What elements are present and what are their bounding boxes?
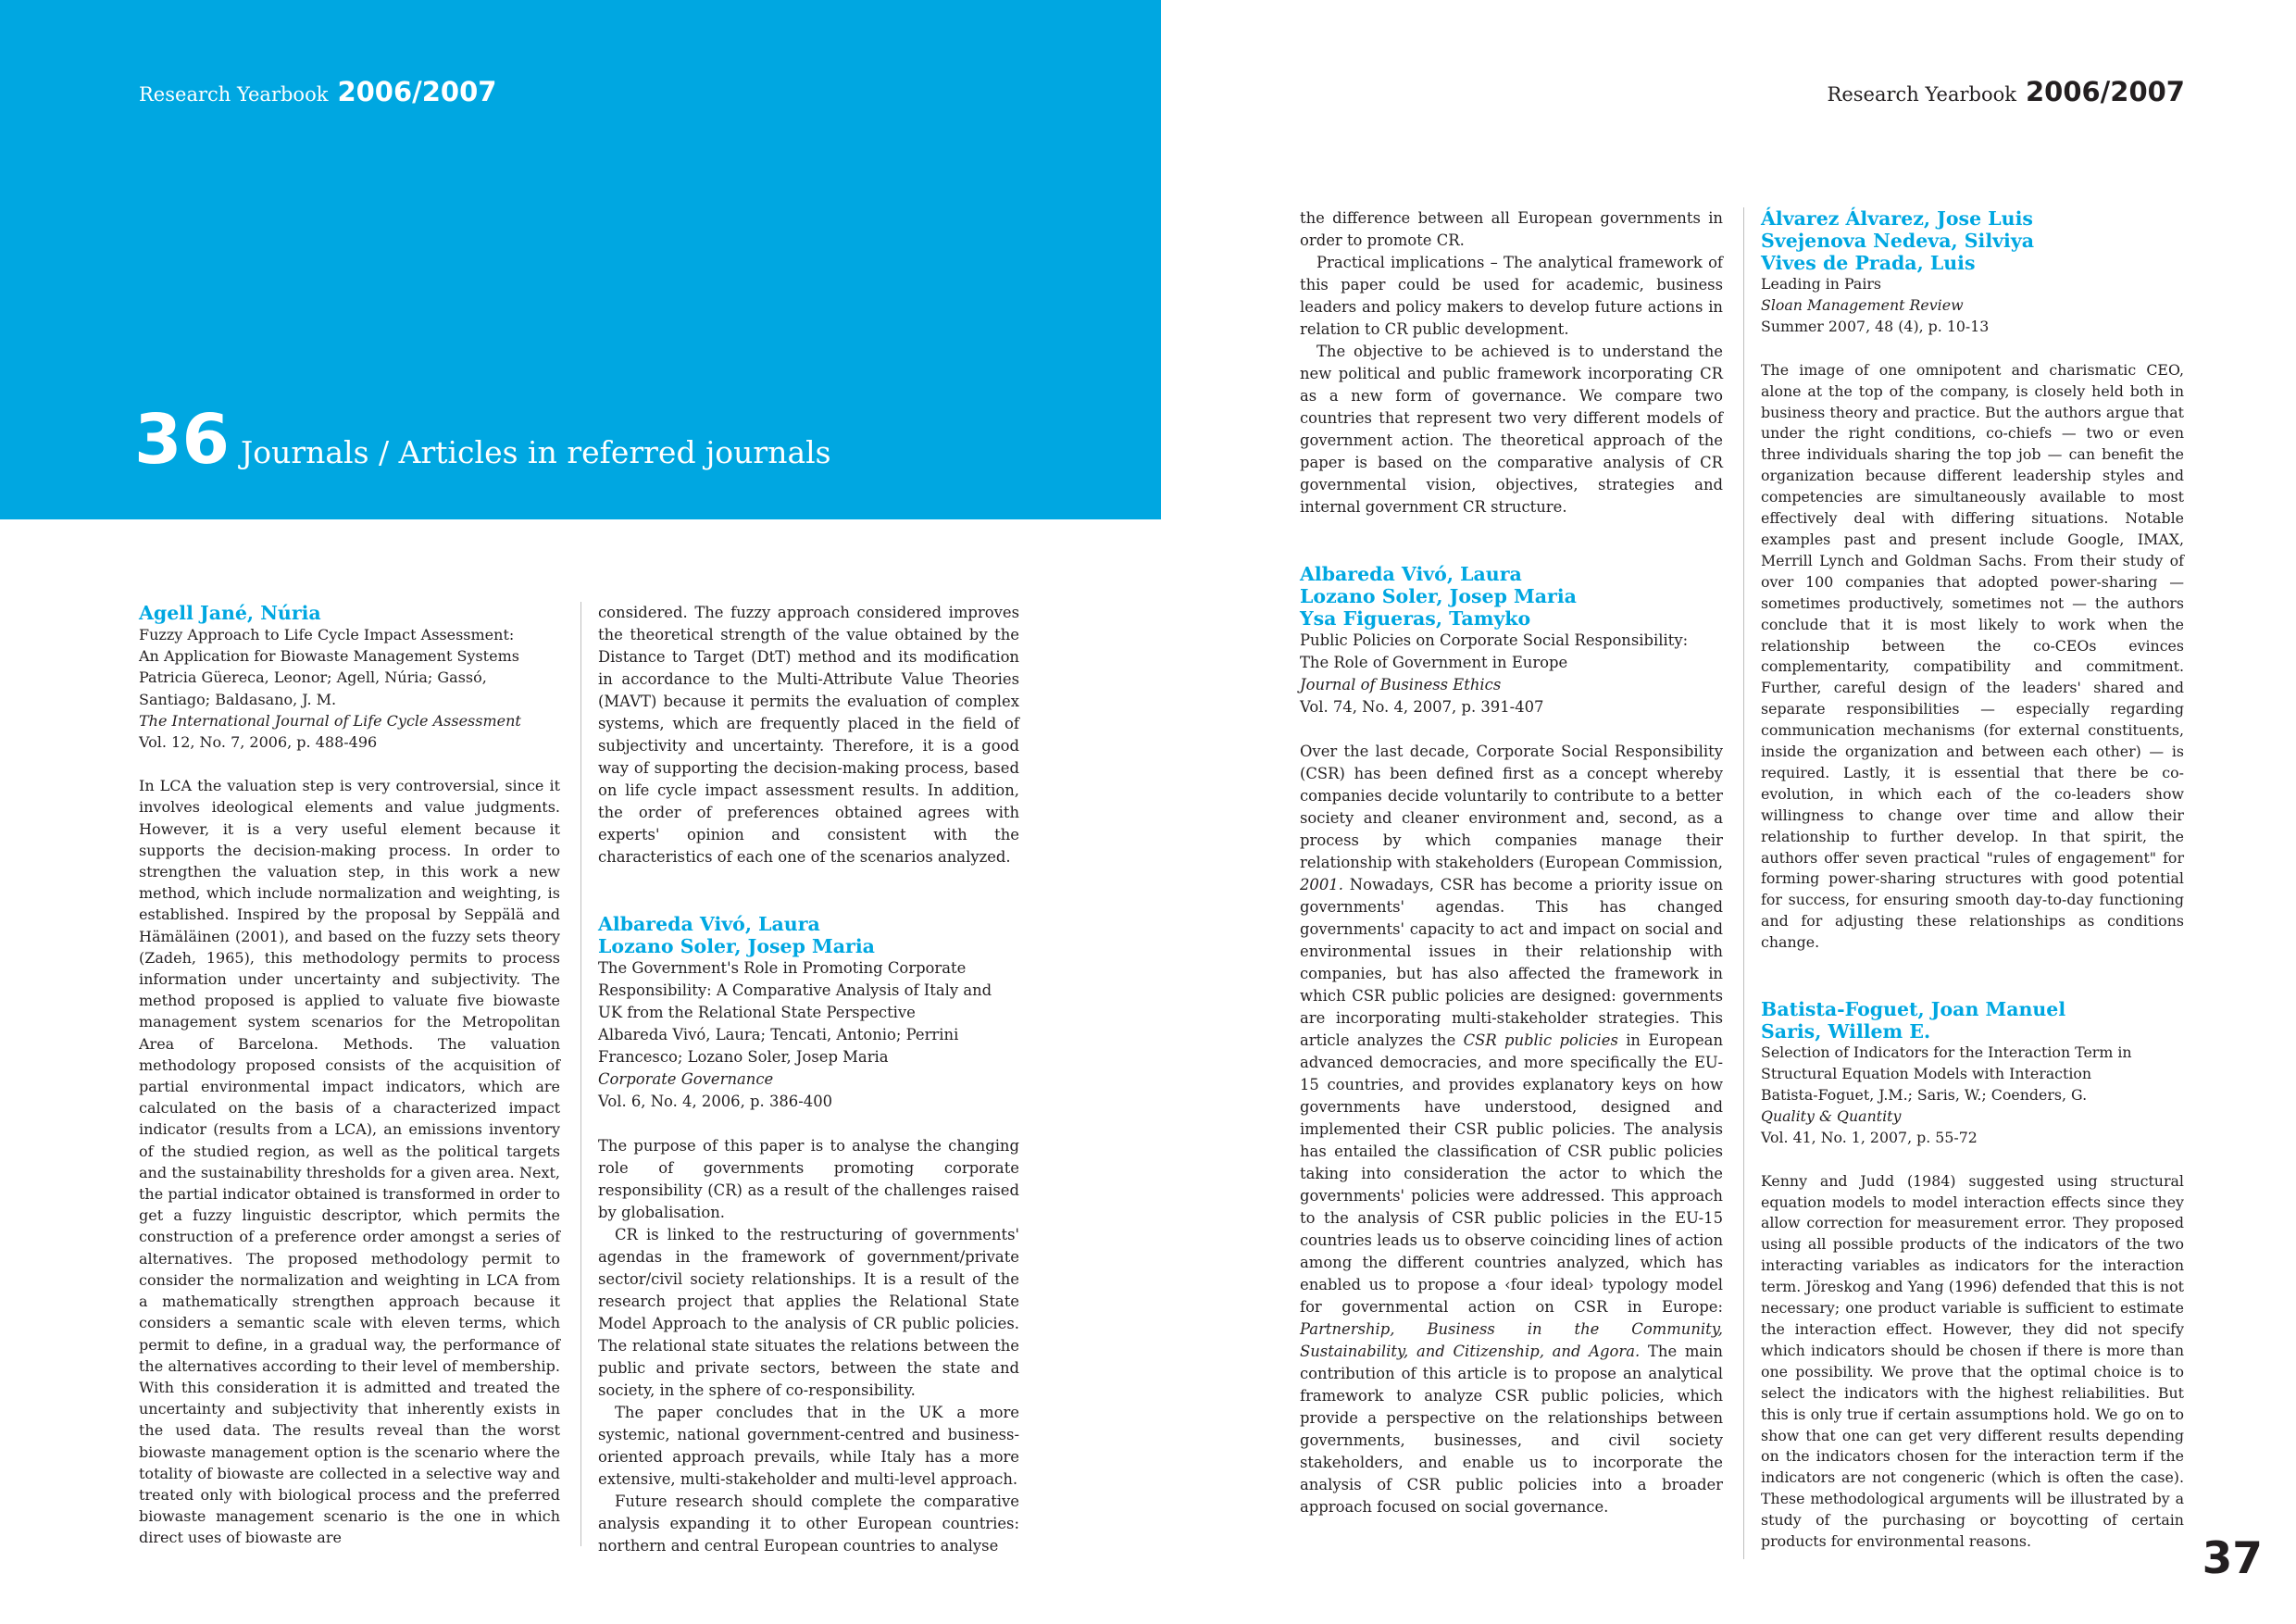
- abstract-paragraph: CR is linked to the restructuring of governments' agendas in the framework of government/private sector/civil society relationships. It is a result of the research project that applies the Relational State Model Approach to the analysis of CR public policies. The relational state situates the relations between the public and private sectors, between the state and society, in the sphere of co-responsibility.: [598, 1226, 1019, 1399]
- article-title: Leading in Pairs: [1761, 275, 1882, 293]
- author-name: Saris, Willem E.: [1761, 1020, 1931, 1043]
- article-title: The Government's Role in Promoting Corporate Responsibility: A Comparative Analysis of Italy and UK from the Relational State Perspective: [598, 959, 992, 1021]
- page-number-left: 36: [134, 400, 230, 480]
- abstract-paragraph: The image of one omnipotent and charismatic CEO, alone at the top of the company, is closely held both in business theory and practice. But the authors argue that under the right conditions, co-chiefs — two or even three individuals sharing the top job — can benefit the organization because different leadership styles and competencies are simultaneously available to most effectively deal with differing situations. Notable examples past and present include Google, IMAX, Merrill Lynch and Goldman Sachs. From their study of over 100 companies that adopted power-sharing — sometimes productively, sometimes not — the authors conclude that it is most likely to work when the relationship between the co-CEOs evinces complementarity, compatibility and commitment. Further, careful design of the leaders' shared and separate responsibilities — especially regarding communication mechanisms (for external constituents, inside the organization and between each other) — is required. Lastly, it is essential that there be co-evolution, in which each of the co-leaders show willingness to change over time and allow their relationship to further develop. In that spirit, the authors offer seven practical "rules of engagement" for forming power-sharing structures with good potential for success, for ensuring smooth day-to-day functioning and for adjusting these relationships as conditions change.: [1761, 360, 2184, 952]
- abstract-paragraph: the difference between all European governments in order to promote CR.: [1300, 209, 1723, 249]
- author-name: Batista-Foguet, Joan Manuel: [1761, 998, 2066, 1021]
- abstract-paragraph: considered. The fuzzy approach considered improves the theoretical strength of the value obtained by the Distance to Target (DtT) method and its modification in accordance to the Multi-Attribute Value Theories (MAVT) because it permits the evaluation of complex systems, which are frequently placed in the field of subjectivity and uncertainty. Therefore, it is a good way of supporting the decision-making process, based on life cycle impact assessment results. In addition, the order of preferences obtained agrees with experts' opinion and consistent with the characteristics of each one of the scenarios analyzed.: [598, 604, 1019, 866]
- abstract-paragraph: The paper concludes that in the UK a more systemic, national government-centred and business-oriented approach prevails, while Italy has a more extensive, multi-stakeholder and multi-level approach.: [598, 1404, 1019, 1488]
- header-year: 2006/2007: [2025, 76, 2185, 107]
- journal-name: The International Journal of Life Cycle Assessment: [139, 711, 521, 730]
- author-name: Ysa Figueras, Tamyko: [1300, 607, 1531, 630]
- citation: Vol. 41, No. 1, 2007, p. 55-72: [1761, 1128, 1978, 1146]
- header-label: Research Yearbook: [139, 83, 329, 106]
- citation: Vol. 12, No. 7, 2006, p. 488-496: [139, 733, 378, 752]
- running-header-right: [1828, 76, 2185, 107]
- citation: Summer 2007, 48 (4), p. 10-13: [1761, 317, 1990, 335]
- column-1: [139, 602, 560, 1549]
- author-name: Lozano Soler, Josep Maria: [598, 935, 875, 957]
- author-name: Albareda Vivó, Laura: [1300, 563, 1522, 585]
- header-year: 2006/2007: [337, 76, 497, 107]
- article-authors: Batista-Foguet, J.M.; Saris, W.; Coenders, G.: [1761, 1085, 2088, 1104]
- abstract-paragraph: Kenny and Judd (1984) suggested using structural equation models to model interaction effects since they allow correction for measurement error. They proposed using all possible products of the indicators of the two interacting variables as indicators for the interaction term. Jöreskog and Yang (1996) defended that this is not necessary; one product variable is sufficient to estimate the interaction effect. However, they did not specify which indicators should be chosen if there is more than one possibility. We prove that the optimal choice is to select the indicators with the highest reliabilities. But this is only true if certain assumptions hold. We go on to show that one can get very different results depending on the indicators chosen for the interaction term if the indicators are not congeneric (which is often the case). These methodological arguments will be illustrated by a study of the purchasing or boycotting of certain products for environmental reasons.: [1761, 1171, 2184, 1551]
- author-name: Albareda Vivó, Laura: [598, 913, 820, 935]
- citation: Vol. 6, No. 4, 2006, p. 386-400: [598, 1093, 833, 1110]
- journal-name: Quality & Quantity: [1761, 1106, 1902, 1125]
- abstract-paragraph: Over the last decade, Corporate Social Responsibility (CSR) has been defined first as a concept whereby companies decide voluntarily to contribute to a better society and cleaner environment and, second, as a process by which companies manage their relationship with stakeholders (European Commission, 2001. Nowadays, CSR has become a priority issue on governments' agendas. This has changed governments' capacity to act and impact on social and environmental issues in their relationship with companies, but has also affected the framework in which CSR public policies are designed: governments are incorporating multi-stakeholder strategies. This article analyzes the CSR public policies in European advanced democracies, and more specifically the EU-15 countries, and provides explanatory keys on how governments have understood, designed and implemented their CSR public policies. The analysis has entailed the classification of CSR public policies taking into consideration the actor to which the governments' policies were addressed. This approach to the analysis of CSR public policies in the EU-15 countries leads us to observe coinciding lines of action among the different countries analyzed, which has enabled us to propose a ‹four ideal› typology model for governmental action on CSR in Europe: Partnership, Business in the Community, Sustainability, and Citizenship, and Agora. The main contribution of this article is to propose an analytical framework to analyze CSR public policies, which provide a perspective on the relationships between governments, businesses, and civil society stakeholders, and enable us to incorporate the analysis of CSR public policies into a broader approach focused on social governance.: [1300, 743, 1724, 1516]
- author-name: Lozano Soler, Josep Maria: [1300, 585, 1577, 607]
- running-header-left: [139, 76, 496, 107]
- article-title: Fuzzy Approach to Life Cycle Impact Assessment: An Application for Biowaste Management Systems: [139, 626, 519, 666]
- column-2: [598, 602, 1019, 1557]
- article-authors: Albareda Vivó, Laura; Tencati, Antonio; Perrini Francesco; Lozano Soler, Josep Maria: [598, 1026, 959, 1066]
- abstract-paragraph: In LCA the valuation step is very controversial, since it involves ideological elements and value judgments. However, it is a very useful element because it supports the decision-making process. In order to strengthen the valuation step, in this work a new method, which include normalization and weighting, is established. Inspired by the proposal by Seppälä and Hämäläinen (2001), and based on the fuzzy sets theory (Zadeh, 1965), this methodology permits to process information under uncertainty and subjectivity. The method proposed is applied to valuate five biowaste management system scenarios for the Metropolitan Area of Barcelona. Methods. The valuation methodology proposed consists of the acquisition of partial environmental impact indicators, which are calculated on the basis of a characterized impact indicator (results from a LCA), an emissions inventory of the studied region, as well as the political targets and the sustainability thresholds for a given area. Next, the partial indicator obtained is transformed in order to get a fuzzy linguistic descriptor, which permits the construction of a preference order amongst a series of alternatives. The proposed methodology permit to consider the normalization and weighting in LCA from a mathematically strengthen approach because it considers a semantic scale with eleven terms, which permit to define, in a gradual way, the performance of the alternatives according to their level of membership. With this consideration it is admitted and treated the uncertainty and subjectivity that inherently exists in the used data. The results reveal than the worst biowaste management option is the scenario where the totality of biowaste are collected in a selective way and treated only with biological process and the preferred biowaste management scenario is the one in which direct uses of biowaste are: [139, 777, 560, 1547]
- section-heading: [134, 400, 831, 480]
- article-title: Public Policies on Corporate Social Responsibility: The Role of Government in Europe: [1300, 631, 1689, 671]
- abstract-paragraph: The objective to be achieved is to understand the new political and public framework incorporating CR as a new form of governance. We compare two countries that represent two very different models of government action. The theoretical approach of the paper is based on the comparative analysis of CR governmental vision, objectives, strategies and internal government CR structure.: [1300, 343, 1723, 516]
- journal-name: Corporate Governance: [598, 1070, 774, 1088]
- column-4: [1761, 207, 2184, 1553]
- author-name: Álvarez Álvarez, Jose Luis: [1761, 207, 2033, 230]
- author-name: Agell Jané, Núria: [139, 602, 321, 624]
- abstract-paragraph: Future research should complete the comparative analysis expanding it to other European countries: northern and central European countries to analyse: [598, 1493, 1019, 1555]
- abstract-paragraph: The purpose of this paper is to analyse the changing role of governments promoting corporate responsibility (CR) as a result of the challenges raised by globalisation.: [598, 1137, 1019, 1221]
- author-name: Svejenova Nedeva, Silviya: [1761, 230, 2035, 252]
- author-name: Vives de Prada, Luis: [1761, 252, 1976, 274]
- header-label: Research Yearbook: [1827, 83, 2016, 106]
- journal-name: Sloan Management Review: [1761, 295, 1964, 314]
- article-authors: Patricia Güereca, Leonor; Agell, Núria; Gassó, Santiago; Baldasano, J. M.: [139, 668, 487, 708]
- article-title: Selection of Indicators for the Interaction Term in Structural Equation Models with Interaction: [1761, 1043, 2132, 1082]
- section-title: Journals / Articles in referred journals: [240, 434, 831, 470]
- column-3: [1300, 207, 1723, 1518]
- abstract-paragraph: Practical implications – The analytical framework of this paper could be used for academic, business leaders and policy makers to develop future actions in relation to CR public development.: [1300, 254, 1723, 338]
- column-divider: [1743, 207, 1744, 1559]
- column-divider: [580, 602, 581, 1546]
- page-number-right: 37: [2202, 1533, 2263, 1584]
- citation: Vol. 74, No. 4, 2007, p. 391-407: [1300, 698, 1544, 716]
- journal-name: Journal of Business Ethics: [1300, 676, 1502, 693]
